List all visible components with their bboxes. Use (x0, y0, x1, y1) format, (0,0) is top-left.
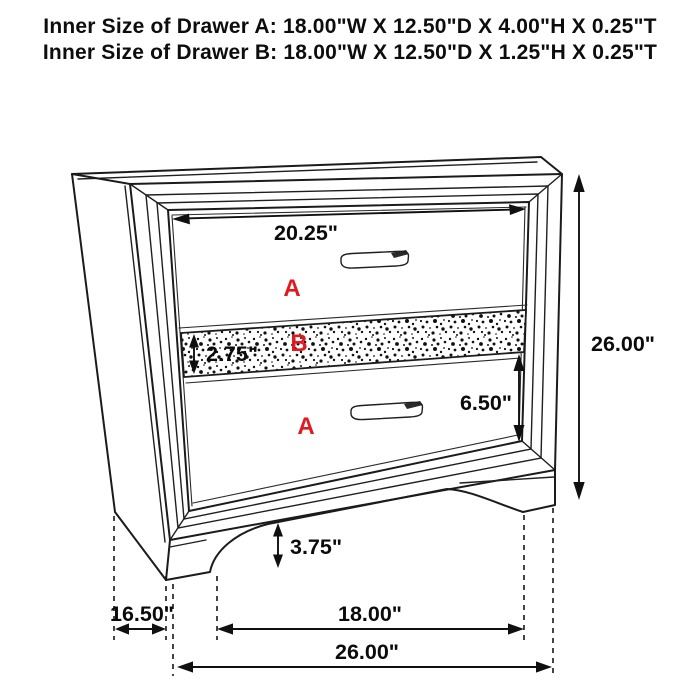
label-drawer-a-bottom: A (297, 413, 315, 440)
top-drawer-handle (341, 250, 409, 268)
dim-text-feet-span: 18.00" (338, 602, 402, 626)
label-strip-b: B (290, 330, 308, 357)
dim-bottom-drawer-height (460, 354, 525, 442)
bottom-drawer-handle (351, 401, 423, 420)
dim-text-side-depth: 16.50" (110, 602, 174, 626)
dim-top-drawer-width (172, 204, 526, 245)
dim-text-bottom-drawer-height: 6.50" (459, 391, 512, 415)
dim-text-foot-height: 3.75" (290, 535, 343, 559)
dim-foot-height (273, 523, 342, 568)
dim-text-top-drawer-width: 20.25" (274, 221, 338, 245)
dim-overall-width (177, 640, 552, 673)
base-and-feet (166, 470, 555, 580)
drawer-a-inner-size-spec: Inner Size of Drawer A: 18.00"W X 12.50"D X 4.00"H X 0.25"T (43, 15, 657, 38)
dim-text-strip-height: 2.75" (206, 342, 259, 366)
label-drawer-a-top: A (283, 275, 301, 302)
dim-text-overall-height: 26.00" (591, 332, 655, 356)
drawer-b-inner-size-spec: Inner Size of Drawer B: 18.00"W X 12.50"D X 1.25"H X 0.25"T (42, 41, 658, 64)
dim-side-depth (110, 602, 174, 635)
dim-feet-span (217, 602, 524, 635)
dim-overall-height (573, 174, 655, 500)
extension-lines (114, 508, 553, 676)
dim-text-overall-width: 26.00" (335, 640, 399, 664)
